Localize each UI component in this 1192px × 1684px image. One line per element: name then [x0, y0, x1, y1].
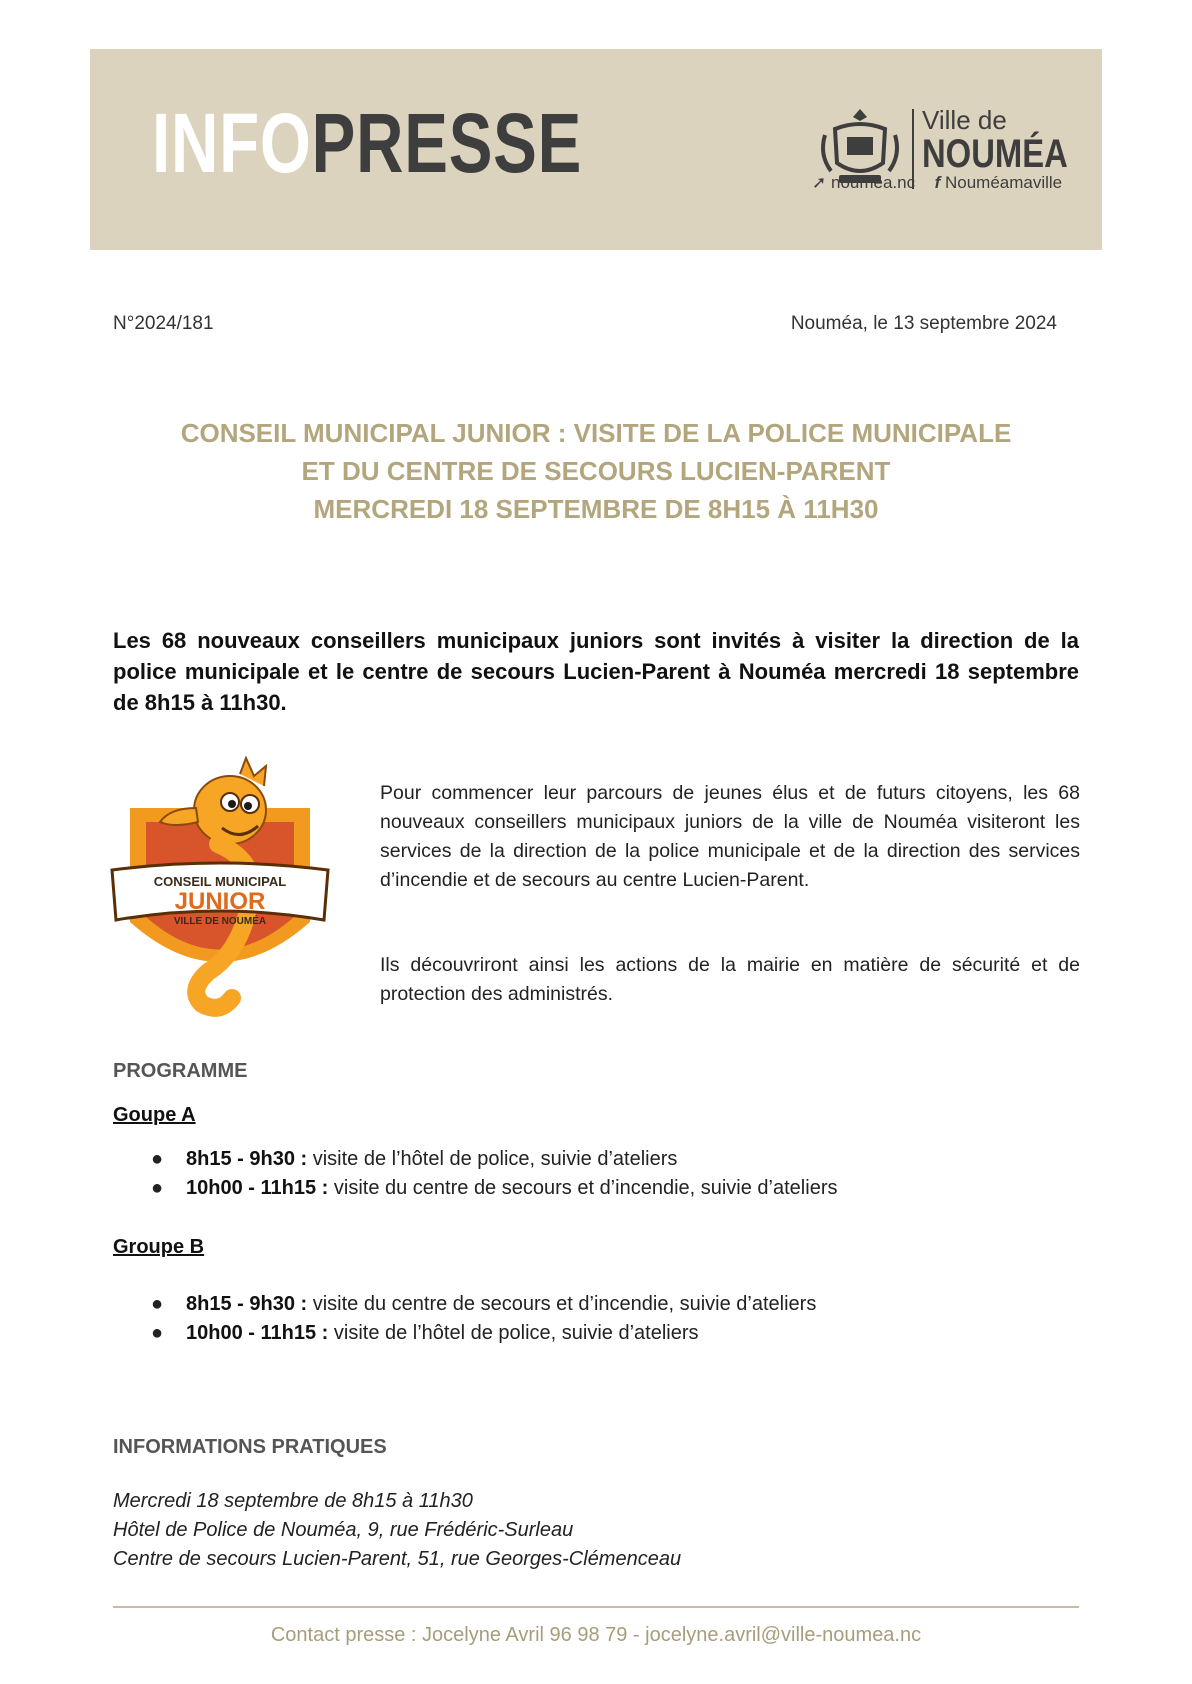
press-release-number: N°2024/181: [113, 313, 214, 334]
lead-paragraph: Les 68 nouveaux conseillers municipaux juniors sont invités à visiter la direction de la police municipale et le centre de secours Lucien-Parent à Nouméa mercredi 18 septembre de 8h15 à 11h30.: [113, 628, 1079, 715]
body-paragraph-2: Ils découvriront ainsi les actions de la mairie en matière de sécurité et de protection des administrés.: [380, 954, 1080, 1005]
logo-text-ville: VILLE DE NOUMÉA: [173, 916, 267, 927]
logo-text-junior: JUNIOR: [174, 888, 266, 915]
list-item: [113, 1174, 837, 1203]
item-time: 8h15 - 9h30 :: [186, 1293, 308, 1315]
footer-divider: [113, 1606, 1079, 1608]
send-arrow-icon: ➚: [812, 173, 827, 192]
info-line-police: Hôtel de Police de Nouméa, 9, rue Frédéric-Surleau: [113, 1519, 574, 1541]
item-time: 10h00 - 11h15 :: [186, 1177, 329, 1199]
group-a-title: Goupe A: [113, 1104, 196, 1126]
infos-lines: [113, 1487, 681, 1574]
logo-ville-de: Ville de: [922, 105, 1007, 135]
logo-text-conseil: CONSEIL MUNICIPAL: [153, 874, 287, 889]
headline-line-1: CONSEIL MUNICIPAL JUNIOR : VISITE DE LA POLICE MUNICIPALE: [180, 418, 1012, 448]
bullet-icon: ●: [151, 1148, 164, 1170]
website-link[interactable]: noumea.nc: [830, 173, 916, 192]
bullet-icon: ●: [151, 1177, 164, 1199]
item-time: 10h00 - 11h15 :: [186, 1322, 329, 1344]
list-item: [113, 1145, 837, 1174]
body-paragraph-1: Pour commencer leur parcours de jeunes élus et de futurs citoyens, les 68 nouveaux conseillers municipaux juniors de la ville de Nouméa visiteront les services de la direction de la police municipale et de la direction des services d’incendie et de secours au centre Lucien-Parent.: [380, 782, 1080, 891]
headline-line-3: MERCREDI 18 SEPTEMBRE DE 8H15 À 11H30: [313, 494, 879, 524]
release-date: Nouméa, le 13 septembre 2024: [790, 313, 1057, 334]
infopresse-title: [152, 96, 583, 190]
facebook-link[interactable]: Nouméamaville: [944, 173, 1063, 192]
group-b-title: Groupe B: [113, 1236, 205, 1258]
bullet-icon: ●: [151, 1322, 164, 1344]
item-text: visite du centre de secours et d’incendie, suivie d’ateliers: [328, 1177, 838, 1199]
item-text: visite de l’hôtel de police, suivie d’ateliers: [328, 1322, 699, 1344]
info-line-secours: Centre de secours Lucien-Parent, 51, rue Georges-Clémenceau: [113, 1548, 682, 1570]
programme-title: PROGRAMME: [113, 1060, 248, 1082]
group-a-list: [113, 1145, 837, 1203]
bullet-icon: ●: [151, 1293, 164, 1315]
press-contact: Contact presse : Jocelyne Avril 96 98 79 - jocelyne.avril@ville-noumea.nc: [270, 1624, 922, 1646]
conseil-municipal-junior-logo: [90, 752, 350, 1020]
logo-links: [812, 173, 1062, 193]
info-line-date: Mercredi 18 septembre de 8h15 à 11h30: [113, 1490, 473, 1512]
list-item: [113, 1290, 816, 1319]
header-banner: [90, 49, 1102, 250]
infos-title: INFORMATIONS PRATIQUES: [113, 1436, 387, 1458]
group-b-list: [113, 1290, 816, 1348]
item-text: visite de l’hôtel de police, suivie d’ateliers: [307, 1148, 678, 1170]
title-presse: PRESSE: [311, 96, 583, 190]
headline-line-2: ET DU CENTRE DE SECOURS LUCIEN-PARENT: [301, 456, 891, 486]
facebook-icon: f: [934, 173, 941, 192]
item-time: 8h15 - 9h30 :: [186, 1148, 308, 1170]
logo-noumea: NOUMÉA: [922, 132, 1068, 176]
list-item: [113, 1319, 816, 1348]
headline: [90, 414, 1102, 528]
title-info: INFO: [152, 96, 312, 190]
item-text: visite du centre de secours et d’incendie, suivie d’ateliers: [307, 1293, 817, 1315]
